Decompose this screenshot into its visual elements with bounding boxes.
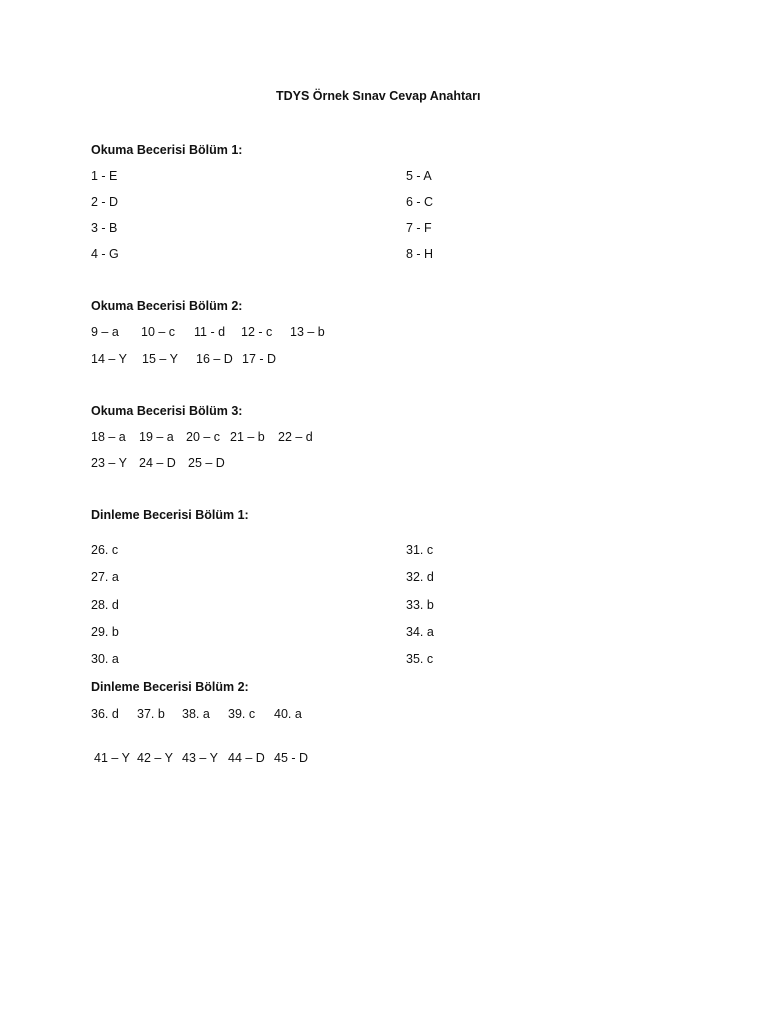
answer-item: 29. b: [91, 625, 119, 639]
answer-item: 9 – a: [91, 325, 119, 339]
answer-item: 30. a: [91, 652, 119, 666]
answer-item: 1 - E: [91, 169, 118, 183]
answer-item: 19 – a: [139, 430, 174, 444]
answer-item: 37. b: [137, 707, 165, 721]
section-heading-dinleme-2: Dinleme Becerisi Bölüm 2:: [91, 680, 249, 694]
section-heading-okuma-3: Okuma Becerisi Bölüm 3:: [91, 404, 243, 418]
answer-item: 5 - A: [406, 169, 432, 183]
answer-item: 39. c: [228, 707, 256, 721]
answer-item: 33. b: [406, 598, 434, 612]
answer-item: 3 - B: [91, 221, 118, 235]
answer-item: 24 – D: [139, 456, 176, 470]
answer-item: 28. d: [91, 598, 119, 612]
answer-item: 35. c: [406, 652, 434, 666]
section-heading-dinleme-1: Dinleme Becerisi Bölüm 1:: [91, 508, 249, 522]
answer-item: 34. a: [406, 625, 434, 639]
answer-item: 8 - H: [406, 247, 434, 261]
answer-item: 7 - F: [406, 221, 432, 235]
answer-item: 42 – Y: [137, 751, 173, 765]
answer-item: 4 - G: [91, 247, 119, 261]
answer-item: 11 - d: [194, 325, 226, 339]
answer-item: 25 – D: [188, 456, 225, 470]
answer-item: 14 – Y: [91, 352, 127, 366]
answer-item: 23 – Y: [91, 456, 127, 470]
section-heading-okuma-2: Okuma Becerisi Bölüm 2:: [91, 299, 243, 313]
answer-item: 26. c: [91, 543, 119, 557]
document-title: TDYS Örnek Sınav Cevap Anahtarı: [276, 89, 481, 103]
answer-item: 2 - D: [91, 195, 119, 209]
answer-item: 13 – b: [290, 325, 325, 339]
answer-item: 20 – c: [186, 430, 221, 444]
answer-item: 31. c: [406, 543, 434, 557]
answer-item: 41 – Y: [94, 751, 130, 765]
answer-item: 21 – b: [230, 430, 265, 444]
answer-item: 16 – D: [196, 352, 233, 366]
answer-item: 45 - D: [274, 751, 309, 765]
answer-item: 22 – d: [278, 430, 313, 444]
answer-item: 18 – a: [91, 430, 126, 444]
answer-item: 43 – Y: [182, 751, 218, 765]
answer-item: 32. d: [406, 570, 434, 584]
answer-item: 17 - D: [242, 352, 277, 366]
answer-item: 10 – c: [141, 325, 176, 339]
answer-item: 6 - C: [406, 195, 434, 209]
answer-item: 27. a: [91, 570, 119, 584]
answer-item: 38. a: [182, 707, 210, 721]
answer-item: 15 – Y: [142, 352, 178, 366]
answer-item: 40. a: [274, 707, 302, 721]
answer-item: 12 - c: [241, 325, 273, 339]
section-heading-okuma-1: Okuma Becerisi Bölüm 1:: [91, 143, 243, 157]
answer-item: 44 – D: [228, 751, 265, 765]
answer-item: 36. d: [91, 707, 119, 721]
